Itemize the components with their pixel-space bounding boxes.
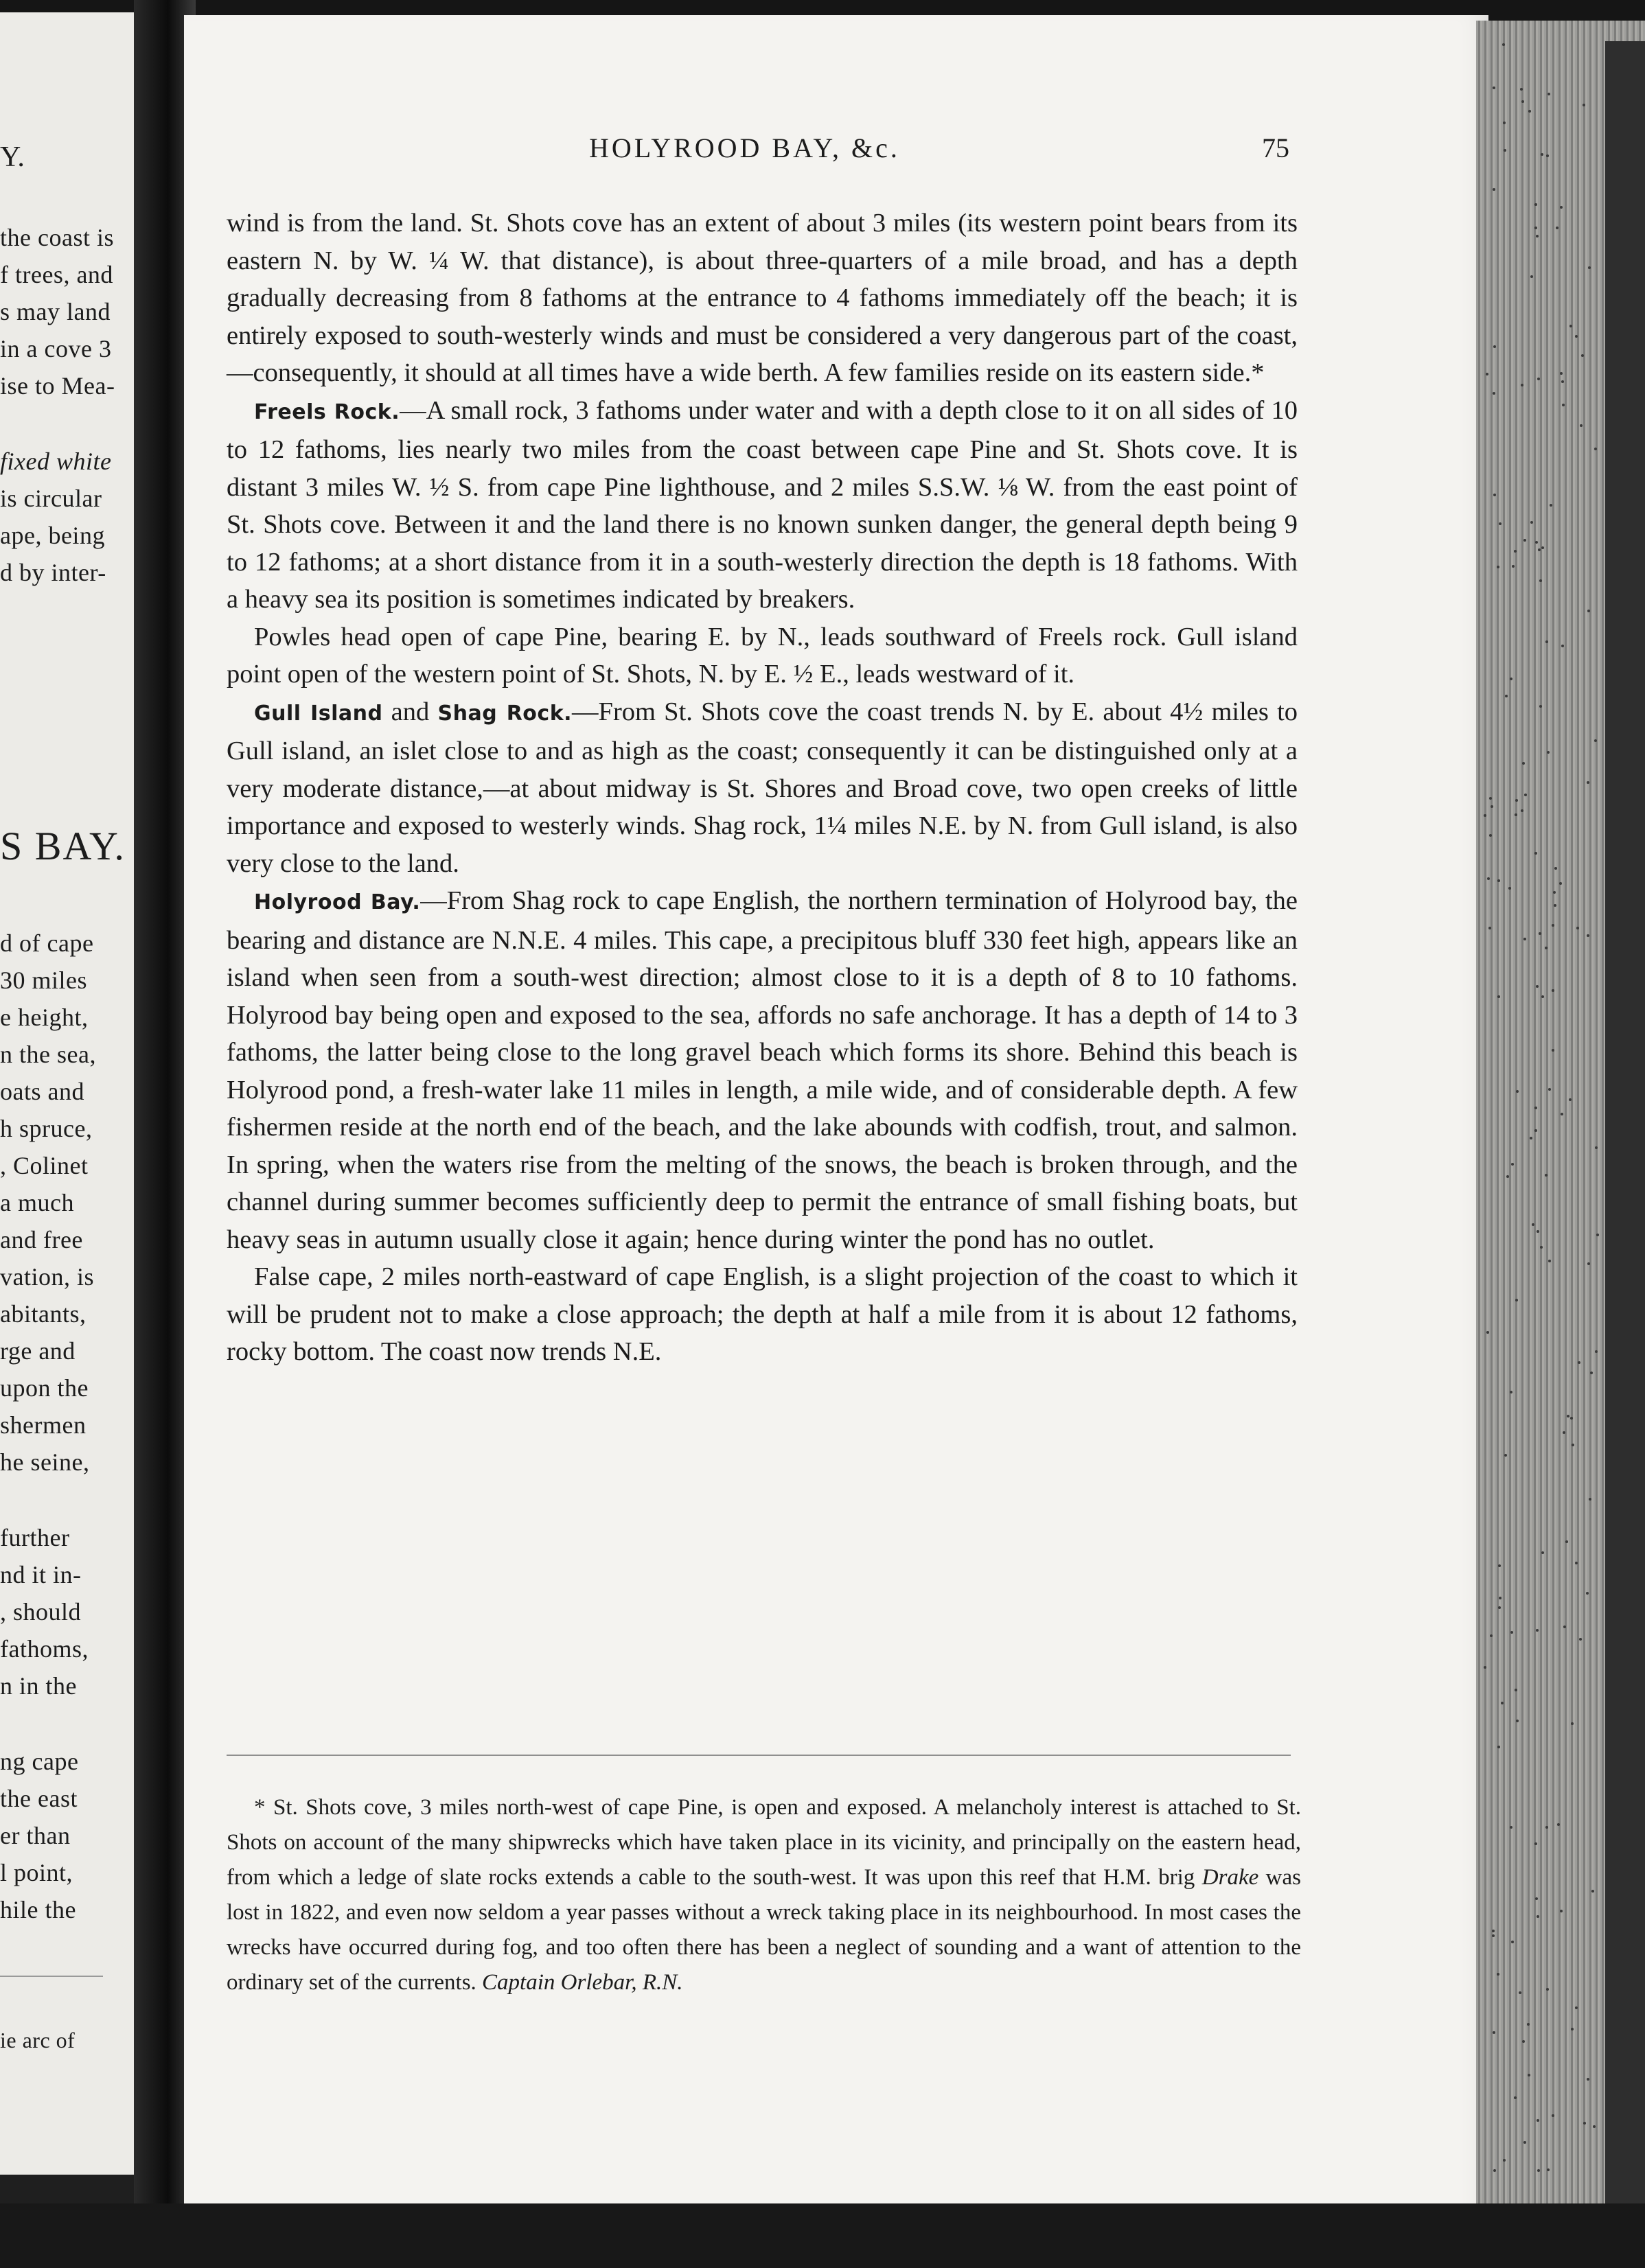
paper-speck (1537, 2119, 1539, 2122)
left-line: n the sea, (0, 1041, 96, 1068)
paper-speck (1539, 705, 1542, 708)
paper-speck (1493, 494, 1496, 496)
left-line: s may land (0, 298, 111, 325)
paper-speck (1561, 1113, 1563, 1115)
left-line: rge and (0, 1337, 76, 1365)
paper-speck (1537, 378, 1540, 380)
paragraph-text: —From Shag rock to cape English, the northern termination of Holyrood bay, the bearing and distance are N.N.E. 4 miles. This cape, a precipitous bluff 330 feet high, appears like an island when seen from a south-west direction; almost close to it is a depth of 8 to 10 fathoms. Holyrood bay being open and exposed to the sea, affords no safe anchorage. It has a depth of 14 to 3 fathoms, the latter being close to the long gravel beach which forms its shore. Behind this beach is Holyrood pond, a fresh-water lake 11 miles in length, a mile wide, and of considerable depth. A few fishermen reside at the north end of the beach, and the lake abounds with codfish, trout, and salmon. In spring, when the waters rise from the melting of the snows, the beach is broken through, and the channel during summer becomes sufficiently deep to permit the entrance of small fishing boats, but heavy seas in autumn usually close it again; hence during winter the pond has no outlet. (227, 886, 1298, 1254)
paragraph: False cape, 2 miles north-eastward of cape English, is a slight projection of the coast to which it will be prudent not to make a close approach; the depth at half a mile from it is about 12 fathoms, rocky bottom. The coast now trends N.E. (227, 1262, 1298, 1366)
paper-speck (1560, 206, 1563, 209)
paper-speck (1548, 1260, 1551, 1262)
conjunction: and (382, 697, 438, 726)
paper-speck (1552, 2114, 1554, 2117)
paragraph (227, 392, 1298, 618)
paper-speck (1587, 934, 1589, 937)
paper-speck (1520, 88, 1523, 91)
paper-speck (1489, 797, 1492, 800)
footnote-text: was lost in 1822, and even now seldom a year passes without a wreck taking place in its neighbourhood. In most cases the wrecks have occurred during fog, and too often there has been a neglect of sounding and a want of attention to the ordinary set of the currents. (227, 1865, 1302, 1995)
left-line: l point, (0, 1859, 73, 1886)
left-line: oats and (0, 1078, 84, 1105)
footnote-attribution: Captain Orlebar, R.N. (482, 1970, 683, 1995)
paper-speck (1569, 1098, 1572, 1101)
footnote-rule (227, 1755, 1291, 1756)
paper-speck (1521, 384, 1523, 386)
left-line: h spruce, (0, 1115, 93, 1142)
paper-speck (1587, 2078, 1589, 2081)
paper-speck (1499, 522, 1502, 525)
left-heading: S BAY. (0, 824, 126, 868)
section-heading: Freels Rock. (254, 400, 400, 424)
left-line: and free (0, 1226, 83, 1253)
paper-speck (1497, 566, 1499, 568)
paper-speck (1534, 1107, 1537, 1109)
left-line: vation, is (0, 1263, 94, 1291)
left-line: is circular (0, 485, 102, 512)
paper-speck (1536, 985, 1539, 988)
left-line: d of cape (0, 929, 94, 957)
left-line: ng cape (0, 1748, 79, 1775)
paper-speck (1508, 887, 1511, 890)
section-heading: Shag Rock. (437, 701, 573, 726)
paper-speck (1499, 1597, 1502, 1599)
paper-speck (1493, 2031, 1495, 2034)
paper-speck (1569, 325, 1572, 327)
paper-speck (1583, 2122, 1586, 2125)
paper-speck (1553, 891, 1556, 894)
section-heading: Gull Island (254, 701, 383, 726)
paper-speck (1493, 345, 1496, 348)
paper-speck (1530, 275, 1533, 278)
paper-speck (1492, 1934, 1495, 1937)
left-line: Y. (0, 141, 25, 173)
left-line: er than (0, 1822, 71, 1849)
left-line: upon the (0, 1374, 89, 1402)
main-text (227, 205, 1298, 1371)
paper-speck (1521, 809, 1523, 812)
paper-speck (1503, 2159, 1506, 2162)
paper-speck (1498, 1606, 1501, 1609)
paper-speck (1510, 1631, 1513, 1634)
left-line: ie arc of (0, 2028, 76, 2052)
paper-speck (1559, 882, 1562, 885)
paper-speck (1563, 1431, 1565, 1434)
paper-speck (1528, 2074, 1530, 2076)
left-line: hile the (0, 1896, 76, 1923)
ship-name: Drake (1201, 1865, 1259, 1890)
left-line: a much (0, 1189, 74, 1216)
paper-speck (1589, 1498, 1591, 1501)
paper-speck (1514, 2096, 1517, 2099)
paper-speck (1591, 1890, 1594, 1893)
scan-border-bottom (0, 2203, 1645, 2268)
left-line: the east (0, 1785, 78, 1812)
left-line: the coast is (0, 224, 114, 251)
paragraph: wind is from the land. St. Shots cove has an extent of about 3 miles (its western point bears from its eastern N. by W. ¼ W. that distance), is about three-quarters of a mile broad, and has a depth gradually decreasing from 8 fathoms at the entrance to 4 fathoms immediately off the beach; it is entirely exposed to south-westerly winds and must be considered a very dangerous part of the coast, —consequently, it should at all times have a wide berth. A few families reside on its eastern side.* (227, 209, 1298, 387)
left-line: , Colinet (0, 1152, 89, 1179)
paper-speck (1502, 43, 1505, 46)
left-line: fathoms, (0, 1635, 89, 1663)
left-line: ape, being (0, 522, 105, 549)
paragraph-text: —From St. Shots cove the coast trends N. by E. about 4½ miles to Gull island, an islet close to and as high as the coast; consequently it can be distinguished only at a very moderate distance,—at about midway is St. Shores and Broad cove, two open creeks of little importance and exposed to westerly winds. Shag rock, 1¼ miles N.E. by N. from Gull island, is also very close to the land. (227, 697, 1298, 878)
left-line: , should (0, 1598, 82, 1625)
left-line: d by inter- (0, 559, 106, 586)
paper-speck (1537, 1915, 1539, 1918)
left-line: abitants, (0, 1300, 87, 1328)
paper-speck (1515, 1689, 1517, 1691)
paper-speck (1515, 813, 1517, 816)
page-number: 75 (1262, 132, 1289, 163)
paper-speck (1523, 938, 1526, 940)
paper-speck (1515, 799, 1518, 802)
left-line: in a cove 3 (0, 335, 112, 362)
paper-speck (1536, 1629, 1539, 1632)
paper-speck (1550, 504, 1552, 507)
paper-speck (1567, 1415, 1569, 1418)
paper-speck (1583, 104, 1585, 106)
paper-speck (1506, 1175, 1509, 1178)
paper-speck (1505, 695, 1508, 697)
paper-speck (1541, 546, 1544, 549)
paper-speck (1563, 1625, 1566, 1628)
paper-speck (1546, 1988, 1549, 1991)
paper-speck (1530, 521, 1533, 524)
left-line: he seine, (0, 1448, 90, 1476)
paper-speck (1534, 1842, 1537, 1845)
paper-speck (1537, 1230, 1539, 1233)
paper-speck (1511, 1941, 1514, 1943)
paper-speck (1510, 678, 1512, 680)
left-line: 30 miles (0, 967, 87, 994)
paper-speck (1534, 852, 1537, 855)
running-title: HOLYROOD BAY, &c. (589, 132, 900, 163)
paper-speck (1512, 565, 1515, 568)
paper-speck (1503, 121, 1506, 124)
paper-speck (1514, 550, 1517, 553)
paper-speck (1546, 154, 1549, 157)
footnote (227, 1790, 1301, 2000)
left-footnote-rule (0, 1976, 103, 1977)
paper-speck (1519, 1991, 1521, 1994)
paper-speck (1536, 235, 1539, 238)
paper-speck (1593, 2125, 1596, 2128)
book-cover-edge (1605, 41, 1645, 2238)
paper-speck (1545, 1174, 1548, 1177)
paper-speck (1493, 86, 1495, 89)
paper-speck (1541, 153, 1543, 156)
left-line: n in the (0, 1672, 77, 1700)
section-heading: Holyrood Bay. (254, 890, 421, 914)
left-line: nd it in- (0, 1561, 82, 1588)
left-line: f trees, and (0, 261, 113, 288)
paper-speck (1510, 1826, 1512, 1829)
paper-speck (1534, 227, 1537, 229)
left-line: ise to Mea- (0, 372, 115, 400)
paper-speck (1511, 1163, 1514, 1166)
left-line: further (0, 1524, 70, 1551)
running-head (184, 132, 1488, 166)
paper-speck (1487, 877, 1490, 880)
paper-speck (1535, 541, 1538, 544)
paper-speck (1489, 834, 1492, 837)
paper-speck (1538, 548, 1541, 551)
paper-speck (1504, 149, 1506, 152)
paper-speck (1554, 867, 1557, 870)
paragraph (227, 693, 1298, 883)
paper-speck (1562, 404, 1565, 406)
paragraph (227, 882, 1298, 1258)
paper-speck (1552, 989, 1554, 992)
paper-speck (1571, 2028, 1574, 2030)
left-line: fixed white (0, 448, 112, 475)
paper-speck (1571, 1722, 1574, 1725)
paper-speck (1524, 794, 1527, 796)
paragraph: Powles head open of cape Pine, bearing E. by N., leads southward of Freels rock. Gull island point open of the western point of St. Shots, N. by E. ½ E., leads westward of it. (227, 622, 1298, 688)
paragraph-text: —A small rock, 3 fathoms under water and with a depth close to it on all sides of 10 to 12 fathoms, lies nearly two miles from the coast between cape Pine and St. Shots cove. It is distant 3 miles W. ½ S. from cape Pine lighthouse, and 2 miles S.S.W. ⅛ W. from the east point of St. Shots cove. Between it and the land there is no known sunken danger, the general depth being 9 to 12 fathoms; at a short distance from it in a south-westerly direction the depth is 18 fathoms. With a heavy sea its position is sometimes indicated by breakers. (227, 395, 1298, 614)
paper-speck (1541, 1551, 1544, 1554)
left-line: shermen (0, 1411, 87, 1439)
left-line: e height, (0, 1004, 89, 1031)
paper-speck (1510, 1391, 1512, 1393)
paper-speck (1547, 2168, 1550, 2171)
footnote-text: * St. Shots cove, 3 miles north-west of cape Pine, is open and exposed. A melancholy interest is attached to St. Shots on account of the many shipwrecks which have taken place in its vicinity, and principally on the eastern head, from which a ledge of slate rocks extends a cable to the south-west. It was upon this reef that H.M. brig (227, 1795, 1301, 1890)
paper-speck (1534, 203, 1537, 206)
